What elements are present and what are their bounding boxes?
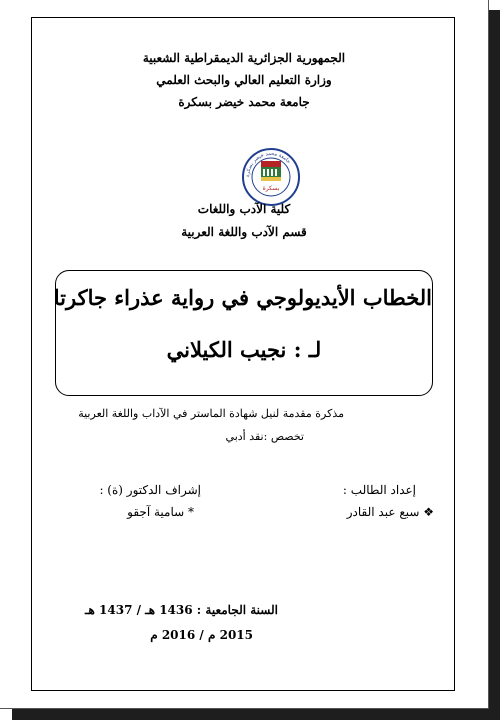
supervisor-name: سامية آجقو (127, 505, 185, 519)
academic-year-gregorian: 2015 م / 2016 م (150, 628, 253, 642)
page-shadow-bottom (12, 708, 500, 720)
student-label: إعداد الطالب : (342, 483, 416, 497)
logo-bottom-text: بسكرة (262, 185, 280, 192)
university-line: جامعة محمد خيضر بسكرة (178, 95, 310, 109)
logo-ring-text: جامعة محمد خيضر بسكرة (244, 150, 292, 178)
republic-line: الجمهورية الجزائرية الديمقراطية الشعبية (142, 51, 346, 65)
department-line: قسم الآدب واللغة العربية (181, 225, 307, 239)
ministry-line: وزارة التعليم العالي والبحث العلمي (156, 73, 332, 87)
degree-note: مذكرة مقدمة لنيل شهادة الماستر في الآداب واللغة العربية (78, 407, 344, 420)
page-shadow-right (488, 10, 500, 720)
faculty-line: كلية الآدب واللغات (197, 202, 291, 216)
thesis-title: الخطاب الأيديولوجي في رواية عذراء جاكرتا (53, 285, 432, 310)
student-name: سبع عبد القادر (346, 505, 420, 519)
diamond-bullet-icon: ❖ (423, 505, 434, 519)
asterisk-bullet-icon: * (188, 505, 194, 519)
thesis-title-box (55, 270, 433, 396)
supervisor-label: إشراف الدكتور (ة) : (99, 483, 201, 497)
specialization: تخصص :نقد أدبي (225, 430, 304, 443)
student-entry (347, 505, 434, 519)
university-logo (241, 147, 301, 207)
academic-year-hijri: السنة الجامعية : 1436 هـ / 1437 هـ (85, 603, 278, 617)
page-border (31, 17, 455, 691)
supervisor-entry (127, 505, 194, 519)
thesis-author: لـ : نجيب الكيلاني (166, 337, 322, 362)
